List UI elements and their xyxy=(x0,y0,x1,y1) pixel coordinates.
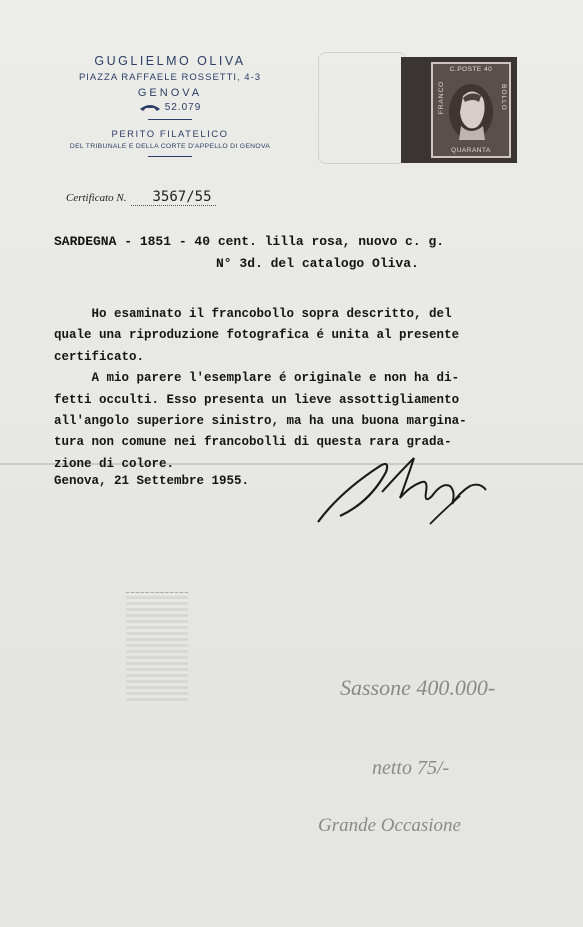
postage-stamp xyxy=(431,62,511,158)
phone-number: 52.079 xyxy=(164,102,202,113)
certificate-number-line xyxy=(66,188,216,206)
stamp-right-text: BOLLO xyxy=(500,84,508,111)
court-affiliation: DEL TRIBUNALE E DELLA CORTE D'APPELLO DI GENOVA xyxy=(69,143,271,150)
expert-address: PIAZZA RAFFAELE ROSSETTI, 4-3 xyxy=(78,72,262,83)
pencil-note-price: Sassone 400.000- xyxy=(340,675,496,700)
place-date: Genova, 21 Settembre 1955. xyxy=(54,474,250,488)
divider xyxy=(148,119,192,120)
expert-title: PERITO FILATELICO xyxy=(111,129,229,140)
stamp-bottom-text: QUARANTA xyxy=(451,147,491,154)
pencil-note-net: netto 75/- xyxy=(372,757,450,779)
stamp-left-text: FRANCO xyxy=(438,80,446,115)
expert-name: GUGLIELMO OLIVA xyxy=(94,54,246,68)
certificate-label: Certificato N. xyxy=(66,192,127,204)
stamp-top-text: C.POSTE 40 xyxy=(449,66,493,73)
embossed-seal xyxy=(318,52,406,164)
tape-residue xyxy=(126,592,188,701)
telephone-icon xyxy=(139,103,161,113)
pencil-note-occasion: Grande Occasione xyxy=(318,815,461,836)
letterhead xyxy=(50,52,290,157)
catalog-reference: N° 3d. del catalogo Oliva. xyxy=(216,256,419,271)
certificate-number: 3567/55 xyxy=(131,189,216,206)
divider xyxy=(148,156,192,157)
phone-line xyxy=(50,102,290,113)
stamp-photo xyxy=(401,57,517,163)
king-portrait-icon xyxy=(433,64,509,156)
stamp-description: SARDEGNA - 1851 - 40 cent. lilla rosa, nuovo c. g. xyxy=(54,234,445,249)
expert-opinion: Ho esaminato il francobollo sopra descritto, del quale una riproduzione fotografica é unita al presente certificato. A mio parere l'esemplare é originale e non ha di- fetti occulti. Esso presenta un lieve assottigliamento all'angolo superiore sinistro, ma ha una buona margina- tura non comune nei francobolli di questa rara grada- zione di colore. xyxy=(54,307,467,471)
expert-city: GENOVA xyxy=(137,87,203,99)
handwritten-signature xyxy=(310,452,500,532)
